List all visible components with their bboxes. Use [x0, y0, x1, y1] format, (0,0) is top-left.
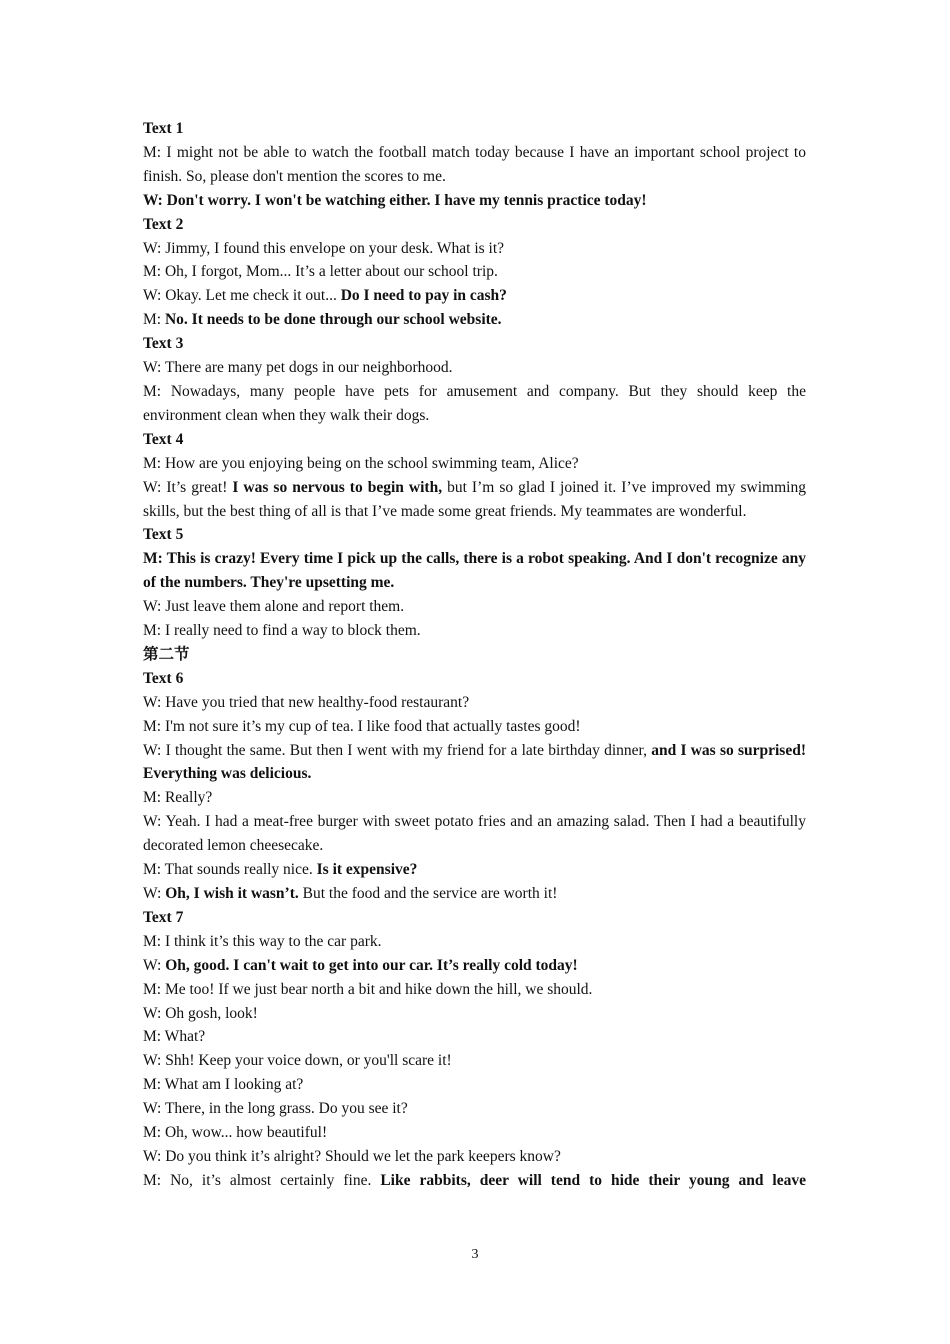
bold-text: Text 1	[143, 120, 184, 137]
dialogue-line	[143, 619, 806, 643]
bold-text: and I was so surprised! Everything was delicious.	[143, 741, 806, 783]
document-body	[143, 117, 806, 1193]
dialogue-line	[143, 715, 806, 739]
bold-text: Text 2	[143, 215, 184, 233]
bold-text: M: This is crazy! Every time I pick up the calls, there is a robot speaking. And I don't recognize any of the numbers. They're upsetting me.	[143, 550, 806, 592]
bold-text: Do I need to pay in cash?	[340, 287, 507, 305]
dialogue-line	[143, 858, 806, 882]
bold-text: Text 7	[143, 908, 184, 926]
text-run: W: Just leave them alone and report them.	[143, 598, 405, 616]
dialogue-line	[143, 1169, 806, 1193]
bold-text: I was so nervous to begin with,	[232, 478, 443, 496]
dialogue-line	[143, 1097, 806, 1121]
text-run: but I’m so glad I joined it. I’ve improved my swimming skills, but the best thing of all is that I’ve made some great friends. My teammates are wonderful.	[143, 478, 806, 520]
text-run: M: That sounds really nice.	[143, 861, 317, 879]
bold-text: Oh, good. I can't wait to get into our car. It’s really cold today!	[165, 956, 578, 974]
section-heading	[143, 332, 806, 356]
dialogue-line	[143, 786, 806, 810]
text-run: M: I might not be able to watch the football match today because I have an important school project to finish. So, please don't mention the scores to me.	[143, 143, 806, 185]
text-run: W: Okay. Let me check it out...	[143, 287, 341, 305]
dialogue-line	[143, 954, 806, 978]
text-run: W: Do you think it’s alright? Should we let the park keepers know?	[143, 1147, 561, 1165]
text-run: M: Me too! If we just bear north a bit and hike down the hill, we should.	[143, 980, 593, 998]
dialogue-line	[143, 1049, 806, 1073]
text-run: W: There are many pet dogs in our neighborhood.	[143, 359, 453, 377]
text-run: M: How are you enjoying being on the school swimming team, Alice?	[143, 454, 579, 472]
dialogue-line	[143, 141, 806, 189]
dialogue-line	[143, 237, 806, 261]
bold-text: No. It needs to be done through our school website.	[164, 311, 502, 329]
text-run: W:	[143, 956, 166, 974]
section-heading	[143, 906, 806, 930]
section-heading	[143, 643, 806, 667]
bold-text: 第二节	[143, 645, 190, 663]
text-run: But the food and the service are worth it!	[298, 885, 558, 902]
dialogue-line	[143, 547, 806, 595]
page-number: 3	[471, 1247, 479, 1262]
text-run: M: Oh, I forgot, Mom... It’s a letter about our school trip.	[143, 263, 498, 281]
text-run: W: It’s great!	[143, 478, 233, 496]
dialogue-line	[143, 930, 806, 954]
bold-text: Oh, I wish it wasn’t.	[165, 885, 299, 902]
text-run: M: I really need to find a way to block them.	[143, 622, 421, 640]
text-run: W: Jimmy, I found this envelope on your desk. What is it?	[143, 239, 505, 257]
text-run: M: What?	[143, 1028, 206, 1046]
section-heading	[143, 213, 806, 237]
text-run: M: I think it’s this way to the car park.	[143, 932, 382, 950]
bold-text: Text 6	[143, 669, 184, 687]
dialogue-line	[143, 1025, 806, 1049]
bold-text: Like rabbits, deer will tend to hide their young and leave	[380, 1171, 806, 1189]
text-run: W: Yeah. I had a meat-free burger with sweet potato fries and an amazing salad. Then I had a beautifully decorated lemon cheesecake.	[143, 813, 806, 855]
dialogue-line	[143, 284, 806, 308]
text-run: W: Shh! Keep your voice down, or you'll scare it!	[143, 1052, 452, 1070]
dialogue-line	[143, 882, 806, 906]
section-heading	[143, 667, 806, 691]
dialogue-line	[143, 1145, 806, 1169]
dialogue-line	[143, 1121, 806, 1145]
section-heading	[143, 523, 806, 547]
text-run: W:	[143, 885, 166, 902]
dialogue-line	[143, 691, 806, 715]
text-run: M: Nowadays, many people have pets for amusement and company. But they should keep the environment clean when they walk their dogs.	[143, 382, 806, 424]
bold-text: Text 3	[143, 335, 184, 353]
dialogue-line	[143, 739, 806, 787]
text-run: M: What am I looking at?	[143, 1076, 304, 1094]
dialogue-line	[143, 380, 806, 428]
text-run: M: Oh, wow... how beautiful!	[143, 1124, 328, 1142]
dialogue-line	[143, 308, 806, 332]
text-run: M: Really?	[143, 789, 213, 807]
text-run: W: Oh gosh, look!	[143, 1004, 258, 1022]
bold-text: Is it expensive?	[316, 861, 418, 879]
dialogue-line	[143, 452, 806, 476]
bold-text: Text 5	[143, 526, 184, 544]
dialogue-line	[143, 356, 806, 380]
dialogue-line	[143, 476, 806, 524]
bold-text: Text 4	[143, 430, 184, 448]
section-heading	[143, 428, 806, 452]
dialogue-line	[143, 260, 806, 284]
dialogue-line	[143, 189, 806, 213]
dialogue-line	[143, 810, 806, 858]
text-run: M: No, it’s almost certainly fine.	[143, 1171, 381, 1189]
dialogue-line	[143, 978, 806, 1002]
text-run: W: Have you tried that new healthy-food restaurant?	[143, 693, 470, 711]
dialogue-line	[143, 1073, 806, 1097]
text-run: W: There, in the long grass. Do you see it?	[143, 1100, 408, 1118]
dialogue-line	[143, 1002, 806, 1026]
bold-text: W: Don't worry. I won't be watching either. I have my tennis practice today!	[143, 191, 647, 209]
section-heading	[143, 117, 806, 141]
text-run: M:	[143, 311, 165, 329]
dialogue-line	[143, 595, 806, 619]
text-run: W: I thought the same. But then I went with my friend for a late birthday dinner,	[143, 741, 652, 759]
text-run: M: I'm not sure it’s my cup of tea. I like food that actually tastes good!	[143, 717, 581, 735]
